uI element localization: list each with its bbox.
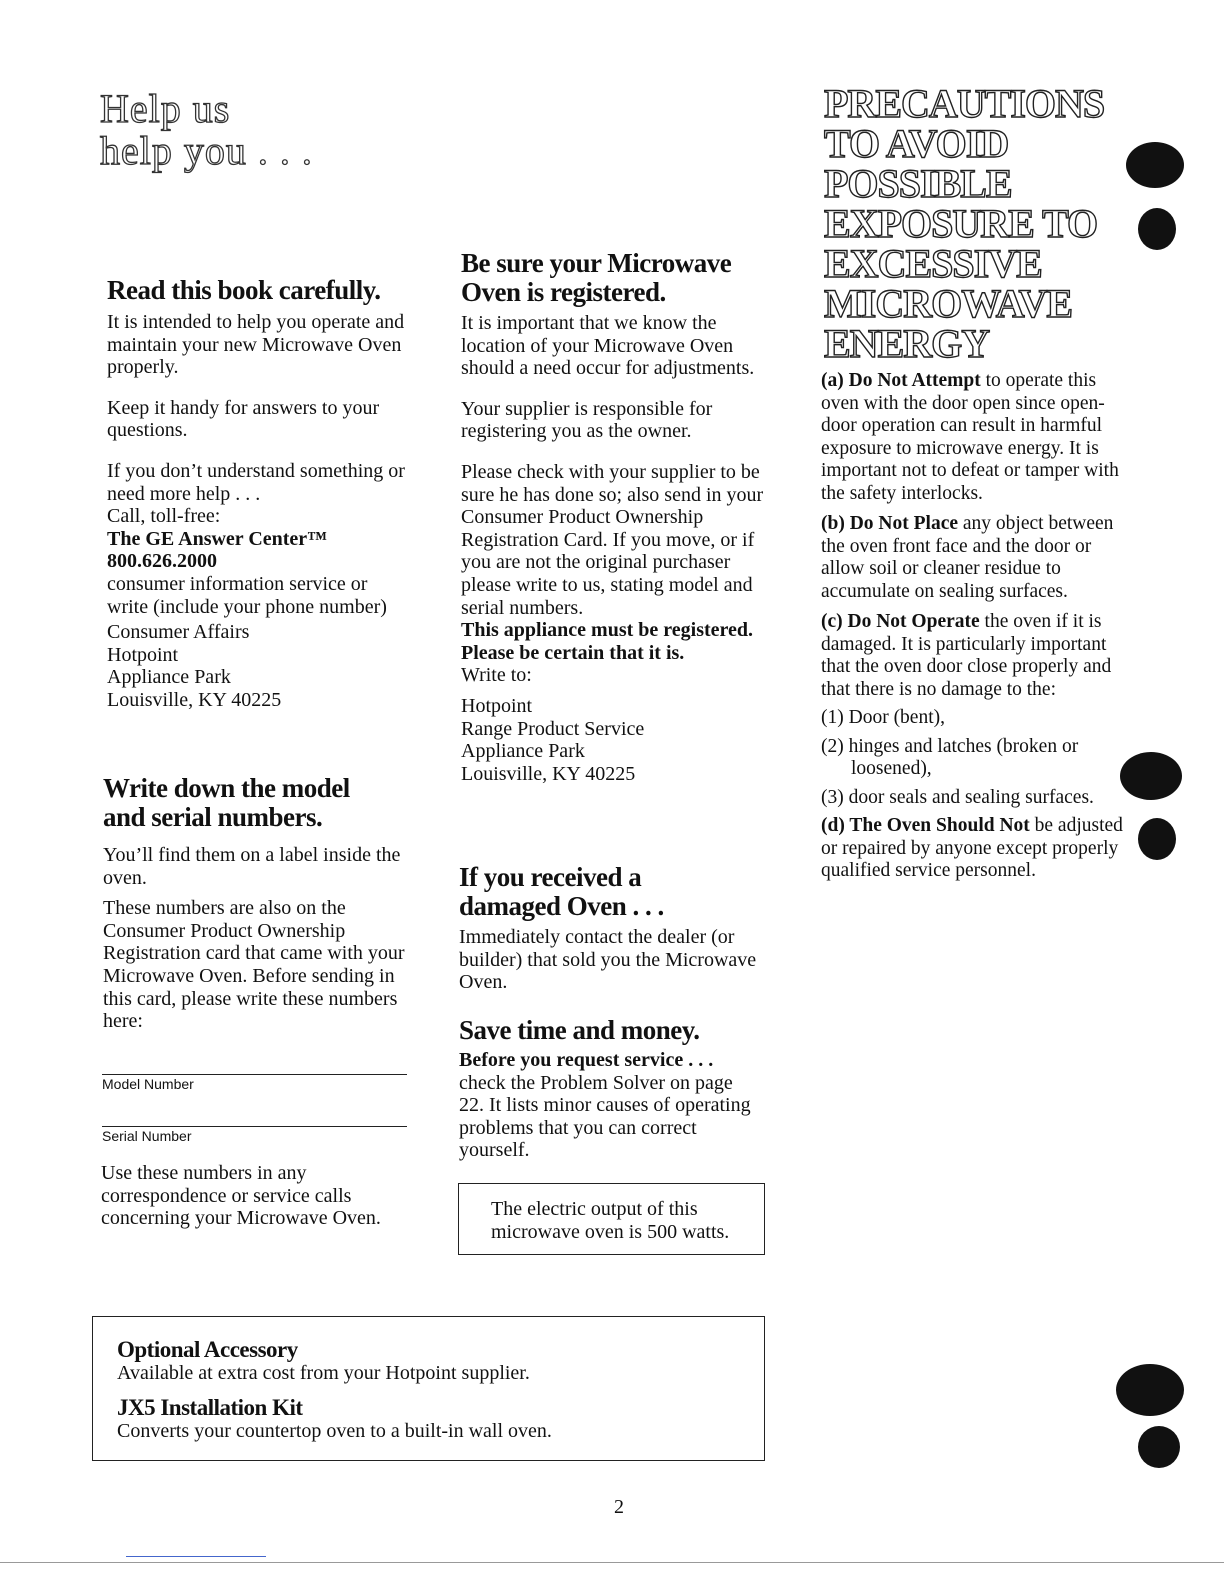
read-heading: Read this book carefully. — [107, 275, 381, 305]
model-para-3: Use these numbers in any correspondence or service calls concerning your Microwave Oven. — [101, 1162, 381, 1230]
register-bold-note: This appliance must be registered. Please be certain that it is. — [461, 619, 754, 664]
accessory-box — [92, 1316, 765, 1461]
tab-marker-icon — [1126, 142, 1184, 188]
address-line: Louisville, KY 40225 — [107, 688, 282, 711]
precautions-title-line: EXPOSURE TO — [824, 201, 1098, 246]
read-para-4: consumer information service or write (include your phone number) — [107, 572, 387, 618]
read-section — [107, 276, 407, 712]
accessory-text-2: Converts your countertop oven to a built-in wall oven. — [117, 1419, 552, 1442]
output-box — [458, 1183, 765, 1255]
tab-marker-icon — [1138, 1426, 1180, 1468]
phone-number: 800.626.2000 — [107, 550, 217, 573]
register-para-3: Please check with your supplier to be sure he has done so; also send in your Consumer Product Ownership Registration Card. If you move, or if you are not the original purchaser please write to us, stating model and serial numbers. — [461, 460, 764, 619]
precautions-body — [821, 370, 1133, 883]
read-para-2: Keep it handy for answers to your questions. — [107, 396, 380, 442]
precautions-title-line: POSSIBLE — [824, 161, 1012, 206]
read-para-3: If you don’t understand something or need more help . . . — [107, 459, 405, 505]
register-heading-1: Be sure your Microwave — [461, 248, 732, 278]
precautions-title-line: ENERGY — [824, 321, 990, 366]
title-line-2: help you . . . — [100, 128, 313, 173]
precaution-a — [821, 370, 1133, 505]
register-para-1: It is important that we know the location of your Microwave Oven should a need occur for adjustments. — [461, 312, 755, 380]
precaution-c-text: the oven if it is damaged. It is particularly important that the oven door close properly and that there is no damage to the: — [821, 611, 1112, 700]
address-line: Range Product Service — [461, 717, 645, 740]
write-to: Write to: — [461, 664, 532, 687]
damaged-heading-1: If you received a — [459, 862, 642, 892]
serial-number-line[interactable] — [102, 1126, 407, 1127]
save-lead: Before you request service . . . — [459, 1049, 714, 1071]
tab-marker-icon — [1120, 752, 1182, 800]
precaution-b-lead: (b) Do Not Place — [821, 513, 959, 534]
damaged-para-1: Immediately contact the dealer (or builder) that sold you the Microwave Oven. — [459, 926, 757, 994]
output-text: The electric output of this microwave oven is 500 watts. — [491, 1198, 730, 1243]
precaution-d — [821, 815, 1133, 883]
precautions-title — [824, 81, 1105, 366]
precautions-title-line: MICROWAVE — [824, 281, 1073, 326]
model-para-1: You’ll find them on a label inside the oven. — [103, 844, 401, 889]
precaution-c — [821, 611, 1133, 701]
damage-item-3: (3) door seals and sealing surfaces. — [821, 786, 1094, 808]
read-para-1: It is intended to help you operate and maintain your new Microwave Oven properly. — [107, 311, 405, 379]
call-toll-free: Call, toll-free: — [107, 505, 221, 528]
scan-edge-line — [0, 1562, 1224, 1563]
register-para-2: Your supplier is responsible for registering you as the owner. — [461, 397, 713, 443]
precaution-c-lead: (c) Do Not Operate — [821, 611, 980, 632]
serial-number-label: Serial Number — [102, 1128, 192, 1144]
precaution-b-text: any object between the oven front face and the door or allow soil or cleaner residue to accumulate on sealing surfaces. — [821, 513, 1114, 602]
precautions-title-line: PRECAUTIONS — [824, 81, 1105, 126]
register-heading-2: Oven is registered. — [461, 277, 666, 307]
page-title — [100, 88, 313, 172]
precaution-a-text: to operate this oven with the door open since open-door operation can result in harmful exposure to microwave energy. It is important not to defeat or tamper with the safety interlocks. — [821, 370, 1119, 504]
precaution-b — [821, 513, 1133, 603]
precautions-title-line: TO AVOID — [824, 121, 1009, 166]
address-line: Hotpoint — [461, 694, 533, 717]
damaged-heading-2: damaged Oven . . . — [459, 891, 664, 921]
model-section — [103, 774, 408, 1033]
tab-marker-icon — [1116, 1364, 1184, 1416]
precaution-d-lead: (d) The Oven Should Not — [821, 815, 1030, 836]
damaged-section — [459, 863, 759, 994]
precaution-d-text: be adjusted or repaired by anyone except properly qualified service personnel. — [821, 815, 1123, 881]
kit-heading: JX5 Installation Kit — [117, 1394, 303, 1420]
model-number-label: Model Number — [102, 1076, 194, 1092]
precaution-a-lead: (a) Do Not Attempt — [821, 370, 981, 391]
consumer-affairs-address — [107, 621, 407, 711]
address-line: Louisville, KY 40225 — [461, 762, 636, 785]
address-line: Appliance Park — [107, 666, 231, 689]
model-number-line[interactable] — [102, 1074, 407, 1075]
model-para-3-wrap — [101, 1162, 406, 1230]
save-section — [459, 1016, 759, 1162]
accessory-text-1: Available at extra cost from your Hotpoint supplier. — [117, 1362, 530, 1384]
damage-item-1: (1) Door (bent), — [821, 707, 945, 728]
address-line: Consumer Affairs — [107, 621, 250, 644]
accessory-heading: Optional Accessory — [117, 1337, 298, 1362]
page-number: 2 — [614, 1496, 624, 1518]
address-line: Appliance Park — [461, 740, 585, 763]
precautions-title-line: EXCESSIVE — [824, 241, 1042, 286]
title-line-1: Help us — [100, 86, 231, 131]
save-heading: Save time and money. — [459, 1015, 700, 1045]
service-address — [461, 695, 771, 785]
model-heading-1: Write down the model — [103, 773, 350, 803]
tab-marker-icon — [1138, 818, 1176, 860]
register-section — [461, 249, 771, 785]
address-line: Hotpoint — [107, 643, 179, 666]
answer-center: The GE Answer Center™ — [107, 527, 328, 550]
save-para-1: check the Problem Solver on page 22. It lists minor causes of operating problems that you can correct yourself. — [459, 1071, 751, 1162]
tab-marker-icon — [1138, 208, 1176, 250]
model-para-2: These numbers are also on the Consumer Product Ownership Registration card that came with your Microwave Oven. Before sending in this card, please write these numbers here: — [103, 897, 405, 1033]
damage-item-2: (2) hinges and latches (broken or loosened), — [821, 735, 1079, 779]
scan-mark — [126, 1556, 266, 1557]
model-heading-2: and serial numbers. — [103, 802, 323, 832]
